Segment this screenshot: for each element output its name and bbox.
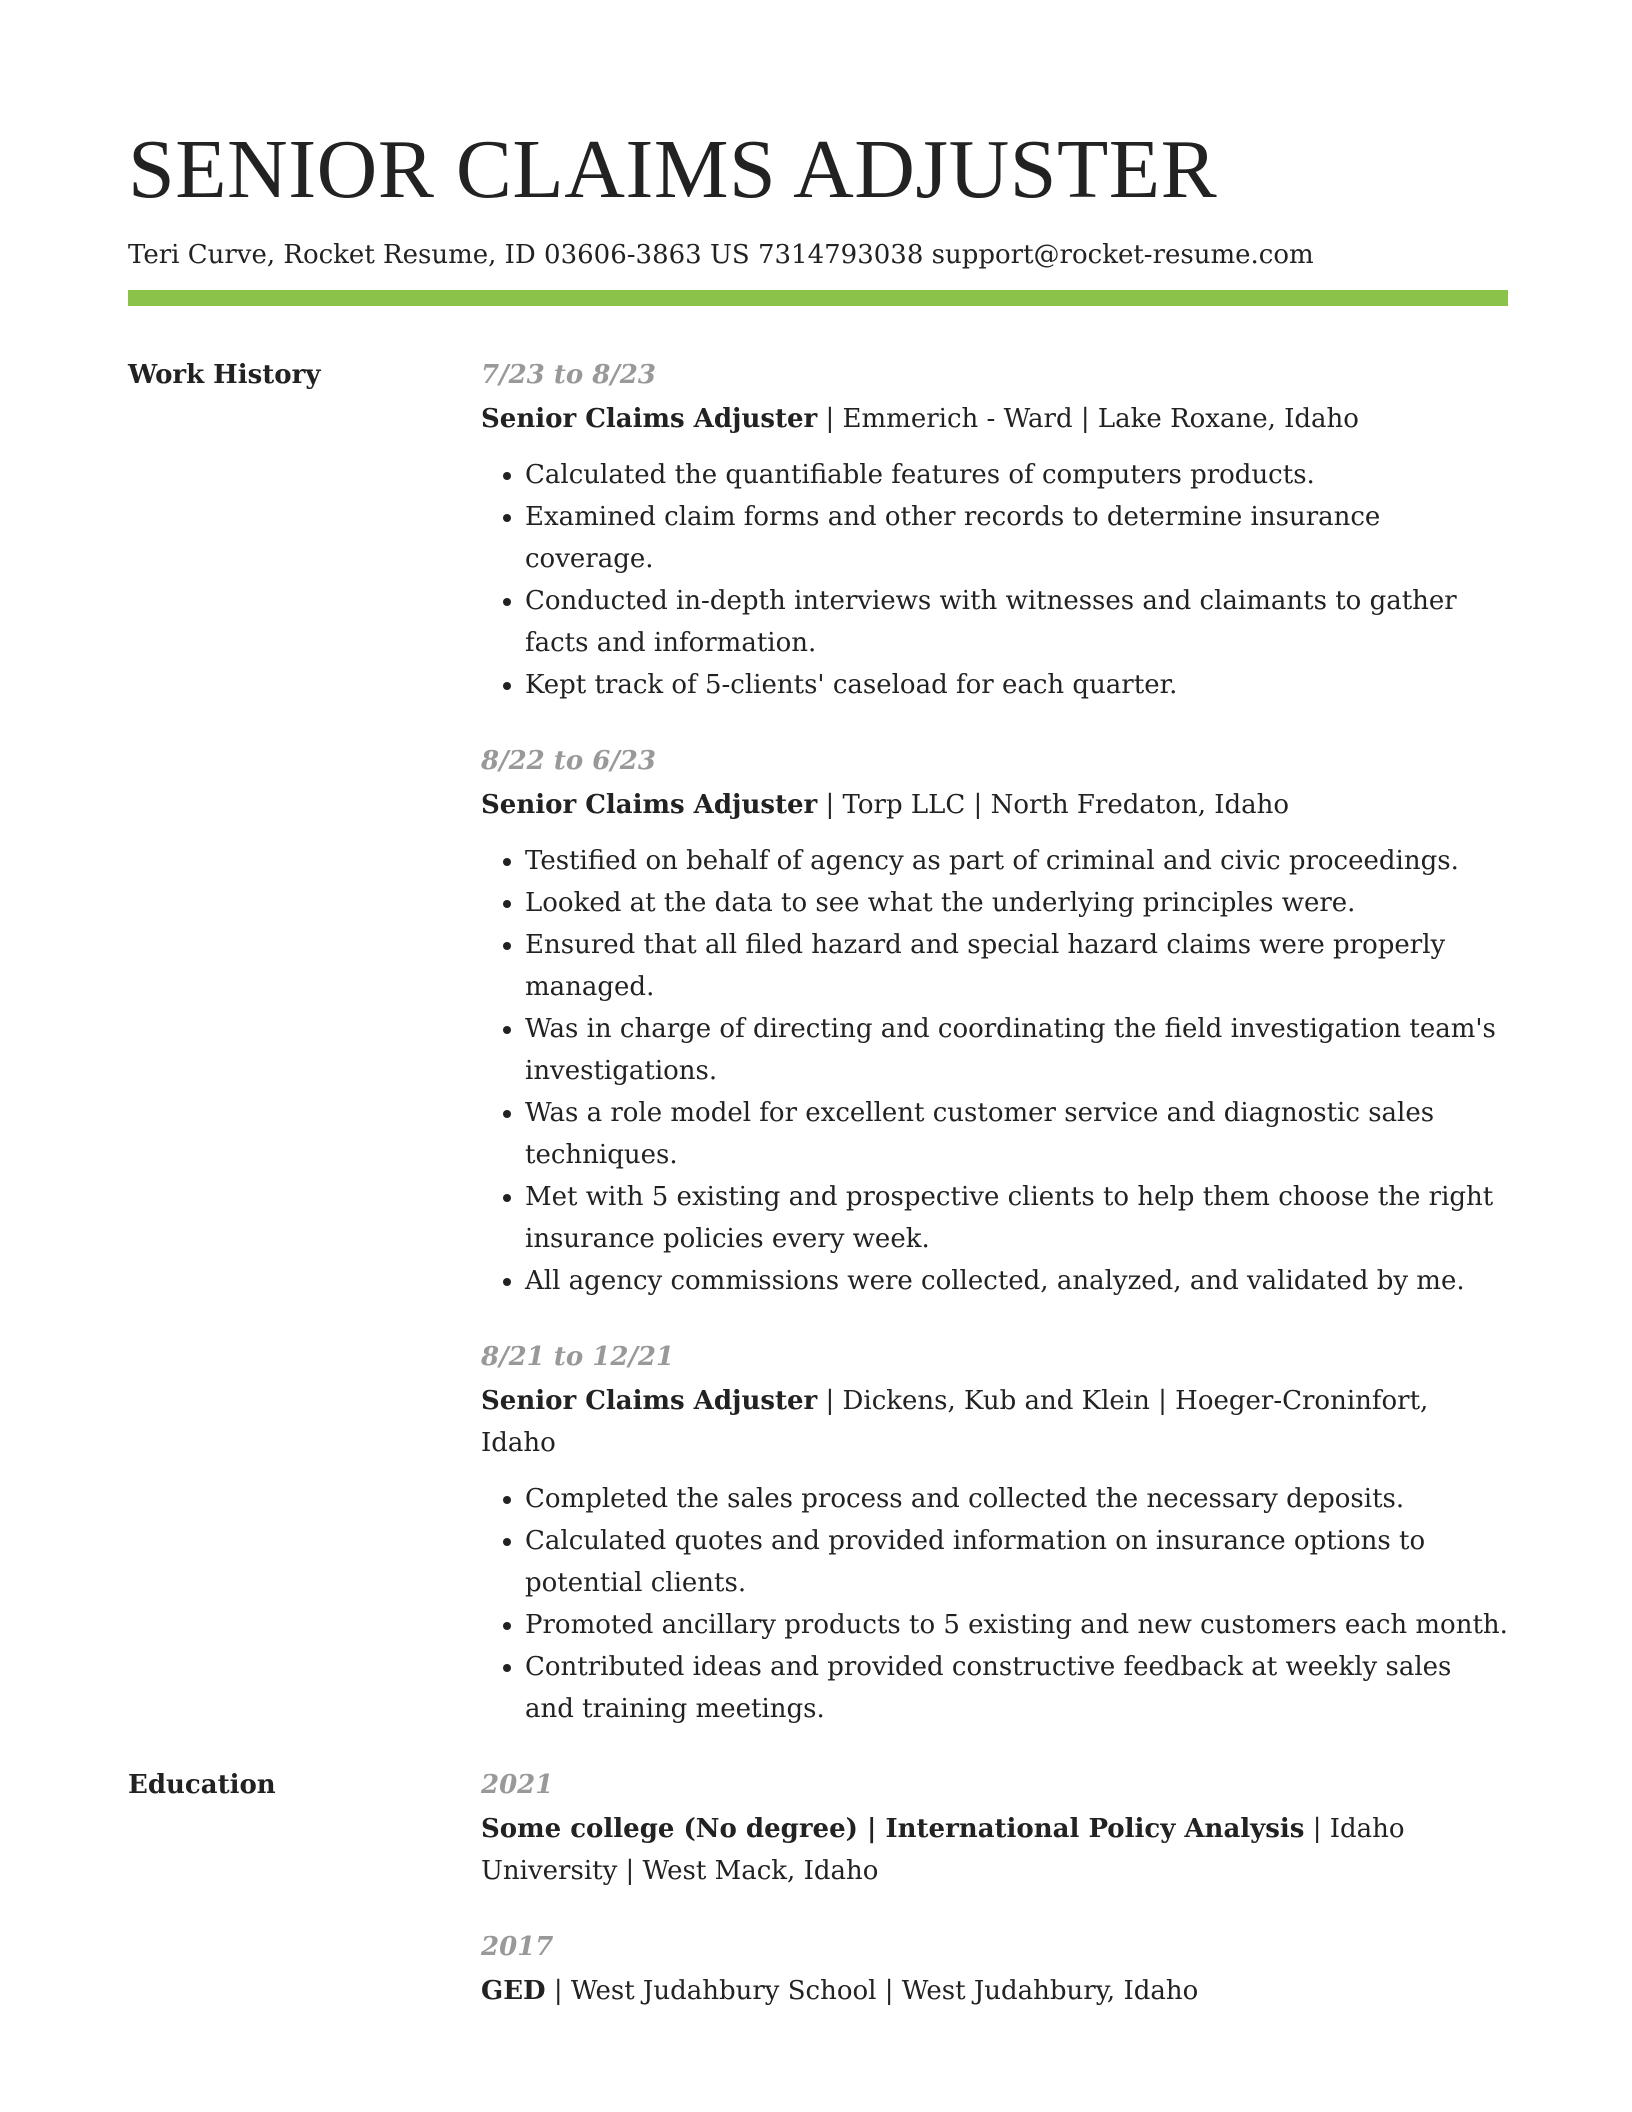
education-details: | West Judahbury School | West Judahbury, Idaho [545,1976,1199,2006]
education-date: 2017 [481,1932,554,1962]
job-bullets [481,1478,1508,1730]
education-section [128,1768,1508,2050]
job-details: | Torp LLC | North Fredaton, Idaho [817,790,1290,820]
job-heading [481,1380,1508,1464]
accent-divider [128,290,1508,306]
job-entry [481,744,1508,1302]
education-degree: GED [481,1976,546,2006]
education-details: | Idaho University | West Mack, Idaho [481,1814,1405,1886]
bullet-item: • Testified on behalf of agency as part of criminal and civic proceedings. [525,840,1508,882]
section-label-education: Education [128,1770,276,1800]
work-history-section [128,358,1508,1730]
job-date: 7/23 to 8/23 [481,360,656,390]
contact-line: Teri Curve, Rocket Resume, ID 03606-3863 US 7314793038 support@rocket-resume.com [128,240,1314,270]
bullet-item: • Was in charge of directing and coordinating the field investigation team's investigations. [525,1008,1508,1092]
bullet-item: • Looked at the data to see what the underlying principles were. [525,882,1508,924]
bullet-item: • Contributed ideas and provided constructive feedback at weekly sales and training meetings. [525,1646,1508,1730]
bullet-item: • Calculated quotes and provided information on insurance options to potential clients. [525,1520,1508,1604]
bullet-item: • Met with 5 existing and prospective clients to help them choose the right insurance policies every week. [525,1176,1508,1260]
job-role: Senior Claims Adjuster [481,1386,818,1416]
bullet-item: • Conducted in-depth interviews with witnesses and claimants to gather facts and information. [525,580,1508,664]
bullet-item: • Promoted ancillary products to 5 existing and new customers each month. [525,1604,1508,1646]
section-label-work-history: Work History [128,360,321,390]
bullet-item: • Completed the sales process and collected the necessary deposits. [525,1478,1508,1520]
resume-title: SENIOR CLAIMS ADJUSTER [128,123,1218,216]
bullet-item: • Ensured that all filed hazard and special hazard claims were properly managed. [525,924,1508,1008]
job-bullets [481,840,1508,1302]
job-bullets [481,454,1508,706]
education-degree: Some college (No degree) | International Policy Analysis [481,1814,1305,1844]
job-role: Senior Claims Adjuster [481,404,818,434]
education-list [481,1768,1508,2050]
education-date: 2021 [481,1770,554,1800]
bullet-item: • All agency commissions were collected, analyzed, and validated by me. [525,1260,1508,1302]
job-heading [481,398,1508,440]
education-heading [481,1808,1508,1892]
bullet-item: • Examined claim forms and other records to determine insurance coverage. [525,496,1508,580]
resume-page [128,120,1508,2050]
job-heading [481,784,1508,826]
job-details: | Dickens, Kub and Klein | Hoeger-Croninfort, Idaho [481,1386,1429,1458]
bullet-item: • Calculated the quantifiable features of computers products. [525,454,1508,496]
job-entry [481,1340,1508,1730]
education-entry [481,1930,1508,2012]
work-history-list [481,358,1508,1730]
job-date: 8/22 to 6/23 [481,746,656,776]
job-role: Senior Claims Adjuster [481,790,818,820]
bullet-item: • Kept track of 5-clients' caseload for each quarter. [525,664,1508,706]
bullet-item: • Was a role model for excellent customer service and diagnostic sales techniques. [525,1092,1508,1176]
education-entry [481,1768,1508,1892]
job-details: | Emmerich - Ward | Lake Roxane, Idaho [817,404,1359,434]
job-entry [481,358,1508,706]
job-date: 8/21 to 12/21 [481,1342,675,1372]
education-heading [481,1970,1508,2012]
